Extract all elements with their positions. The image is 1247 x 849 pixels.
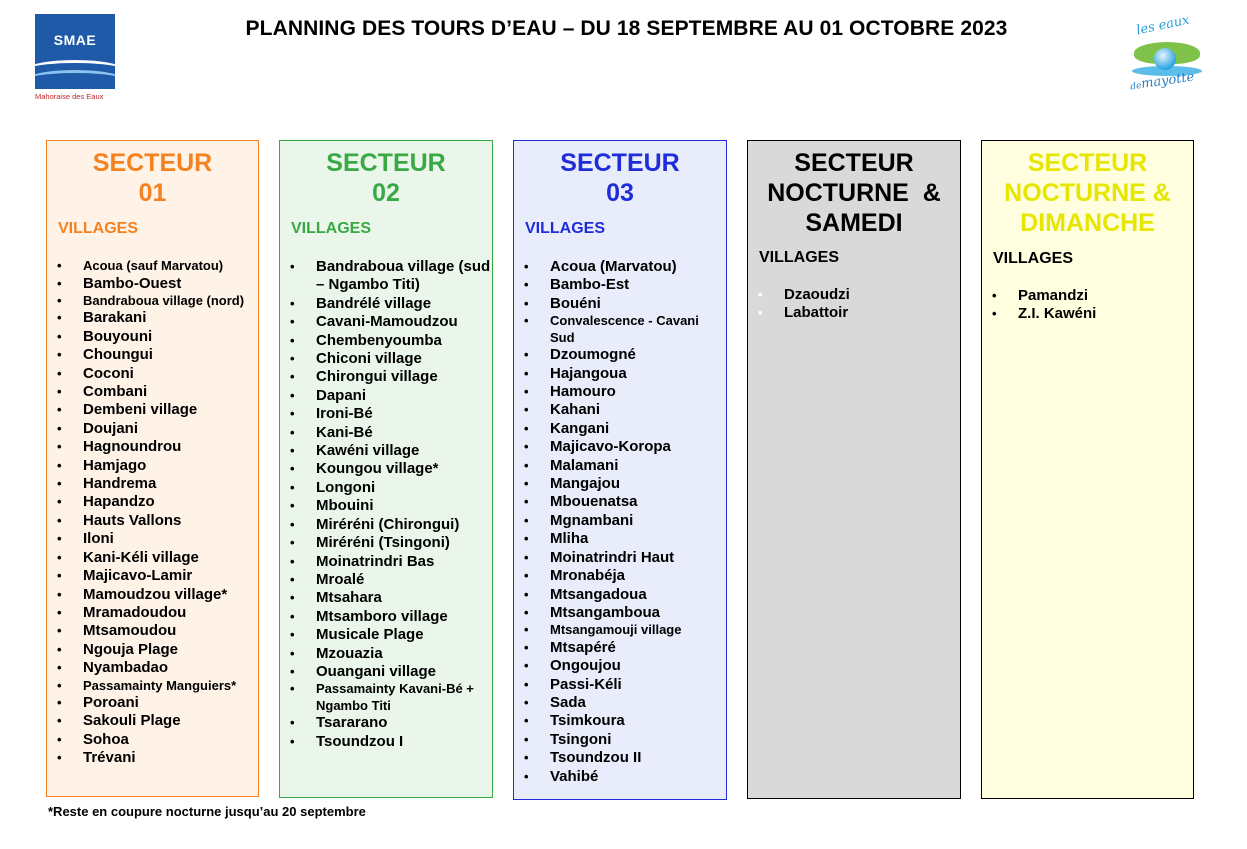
sector-title — [748, 148, 960, 238]
sector-title-line: SECTEUR — [794, 149, 914, 177]
village-item: • Musicale Plage — [280, 626, 492, 644]
village-list — [280, 258, 492, 751]
village-item: • Sohoa — [47, 731, 258, 749]
village-item: • Hajangoua — [514, 365, 726, 383]
village-item: • Mtsamoudou — [47, 622, 258, 640]
village-item: • Kahani — [514, 401, 726, 419]
village-item: • Majicavo-Lamir — [47, 567, 258, 585]
village-item: • Passamainty Manguiers* — [47, 678, 258, 695]
village-item: • Hamouro — [514, 383, 726, 401]
village-item: • Dzoumogné — [514, 346, 726, 364]
village-item: • Mtsangadoua — [514, 586, 726, 604]
village-item: • Sakouli Plage — [47, 712, 258, 730]
village-item: • Kangani — [514, 420, 726, 438]
village-item: • Moinatrindri Haut — [514, 549, 726, 567]
village-item: • Mamoudzou village* — [47, 586, 258, 604]
village-item: • Sada — [514, 694, 726, 712]
village-item: • Miréréni (Tsingoni) — [280, 534, 492, 552]
village-item: • Combani — [47, 383, 258, 401]
village-item: • Acoua (sauf Marvatou) — [47, 258, 258, 275]
village-item: • Bouyouni — [47, 328, 258, 346]
village-item: • Ironi-Bé — [280, 405, 492, 423]
sector-nocturne-samedi-column — [747, 140, 961, 799]
sector-title — [514, 148, 726, 208]
footnote: *Reste en coupure nocturne jusqu’au 20 septembre — [48, 804, 366, 819]
village-item: • Mliha — [514, 530, 726, 548]
sector-03-column — [513, 140, 727, 800]
sector-title-line: DIMANCHE — [1020, 209, 1155, 237]
village-list — [748, 286, 960, 323]
village-list — [982, 287, 1193, 324]
sector-title — [982, 148, 1193, 238]
villages-label: VILLAGES — [291, 220, 372, 237]
sector-02-column — [279, 140, 493, 798]
sector-nocturne-dimanche-column — [981, 140, 1194, 799]
sector-title-line: SECTEUR — [1027, 149, 1148, 177]
village-item: • Mtsangamboua — [514, 604, 726, 622]
village-item: • Hamjago — [47, 457, 258, 475]
village-item: • Cavani-Mamoudzou — [280, 313, 492, 331]
villages-label: VILLAGES — [58, 220, 139, 237]
village-item: • Bouéni — [514, 295, 726, 313]
village-item: • Mtsamboro village — [280, 608, 492, 626]
village-item: • Ouangani village — [280, 663, 492, 681]
eaux-logo-bottom-main: mayotte — [1140, 69, 1196, 92]
smae-logo-text: SMAE — [53, 32, 97, 48]
village-item: • Mangajou — [514, 475, 726, 493]
village-item: • Ongoujou — [514, 657, 726, 675]
village-item: • Barakani — [47, 309, 258, 327]
village-item: • Kani-Kéli village — [47, 549, 258, 567]
village-item: • Convalescence - Cavani Sud — [514, 313, 726, 346]
village-item: • Dzaoudzi — [748, 286, 960, 304]
village-item: • Mzouazia — [280, 645, 492, 663]
village-item: • Hagnoundrou — [47, 438, 258, 456]
sector-title-line: SECTEUR — [326, 149, 446, 177]
sector-title — [280, 148, 492, 208]
sector-title-line: SECTEUR — [92, 149, 213, 177]
village-item: • Dembeni village — [47, 401, 258, 419]
village-item: • Mtsahara — [280, 589, 492, 607]
village-item: • Koungou village* — [280, 460, 492, 478]
village-item: • Mroalé — [280, 571, 492, 589]
village-item: • Kani-Bé — [280, 424, 492, 442]
village-item: • Majicavo-Koropa — [514, 438, 726, 456]
village-item: • Mronabéja — [514, 567, 726, 585]
sector-title-line: 03 — [606, 179, 634, 207]
village-item: • Chiconi village — [280, 350, 492, 368]
sector-title-line: NOCTURNE & — [1004, 179, 1171, 207]
village-item: • Mramadoudou — [47, 604, 258, 622]
village-item: • Bandrélé village — [280, 295, 492, 313]
village-item: • Passamainty Kavani-Bé + Ngambo Titi — [280, 681, 492, 714]
smae-wave-icon-2 — [35, 70, 115, 89]
village-item: • Mbouini — [280, 497, 492, 515]
village-item: • Vahibé — [514, 768, 726, 786]
sector-title-line: 02 — [372, 179, 400, 207]
villages-label: VILLAGES — [759, 249, 840, 266]
village-item: • Hapandzo — [47, 493, 258, 511]
village-item: • Tsingoni — [514, 731, 726, 749]
village-item: • Labattoir — [748, 304, 960, 322]
village-item: • Chirongui village — [280, 368, 492, 386]
water-drop-icon — [1154, 48, 1176, 70]
village-item: • Moinatrindri Bas — [280, 553, 492, 571]
village-item: • Tsoundzou II — [514, 749, 726, 767]
village-item: • Mbouenatsa — [514, 493, 726, 511]
village-item: • Nyambadao — [47, 659, 258, 677]
villages-label: VILLAGES — [993, 250, 1074, 267]
village-item: • Coconi — [47, 365, 258, 383]
village-item: • Ngouja Plage — [47, 641, 258, 659]
eaux-logo-bottom-prefix: de — [1129, 80, 1143, 93]
village-item: • Acoua (Marvatou) — [514, 258, 726, 276]
sector-01-column — [46, 140, 259, 797]
village-item: • Doujani — [47, 420, 258, 438]
sector-title-line: SAMEDI — [805, 209, 903, 237]
village-list — [47, 258, 258, 768]
villages-label: VILLAGES — [525, 220, 606, 237]
village-item: • Trévani — [47, 749, 258, 767]
village-item: • Mtsapéré — [514, 639, 726, 657]
village-item: • Tsararano — [280, 714, 492, 732]
village-item: • Passi-Kéli — [514, 676, 726, 694]
page-title: PLANNING DES TOURS D’EAU – DU 18 SEPTEMBRE AU 01 OCTOBRE 2023 — [245, 17, 1008, 40]
smae-logo-subtitle: Mahoraise des Eaux — [35, 92, 104, 101]
sector-title-line: 01 — [138, 179, 167, 207]
village-item: • Z.I. Kawéni — [982, 305, 1193, 323]
village-item: • Mgnambani — [514, 512, 726, 530]
village-item: • Malamani — [514, 457, 726, 475]
village-item: • Hauts Vallons — [47, 512, 258, 530]
village-item: • Bambo-Est — [514, 276, 726, 294]
eaux-mayotte-logo — [1128, 12, 1208, 94]
village-item: • Choungui — [47, 346, 258, 364]
village-item: • Poroani — [47, 694, 258, 712]
village-item: • Bandraboua village (sud – Ngambo Titi) — [280, 258, 492, 295]
village-item: • Mtsangamouji village — [514, 622, 726, 639]
sector-title-line: SECTEUR — [560, 149, 680, 177]
village-item: • Chembenyoumba — [280, 332, 492, 350]
village-item: • Longoni — [280, 479, 492, 497]
village-item: • Tsoundzou I — [280, 733, 492, 751]
village-item: • Bandraboua village (nord) — [47, 293, 258, 310]
village-item: • Tsimkoura — [514, 712, 726, 730]
village-item: • Kawéni village — [280, 442, 492, 460]
village-item: • Bambo-Ouest — [47, 275, 258, 293]
village-item: • Handrema — [47, 475, 258, 493]
eaux-logo-top-text: les eaux — [1135, 12, 1191, 39]
sector-title — [47, 148, 258, 208]
village-list — [514, 258, 726, 786]
sector-title-line: NOCTURNE & — [767, 179, 941, 207]
village-item: • Iloni — [47, 530, 258, 548]
village-item: • Pamandzi — [982, 287, 1193, 305]
village-item: • Miréréni (Chirongui) — [280, 516, 492, 534]
village-item: • Dapani — [280, 387, 492, 405]
